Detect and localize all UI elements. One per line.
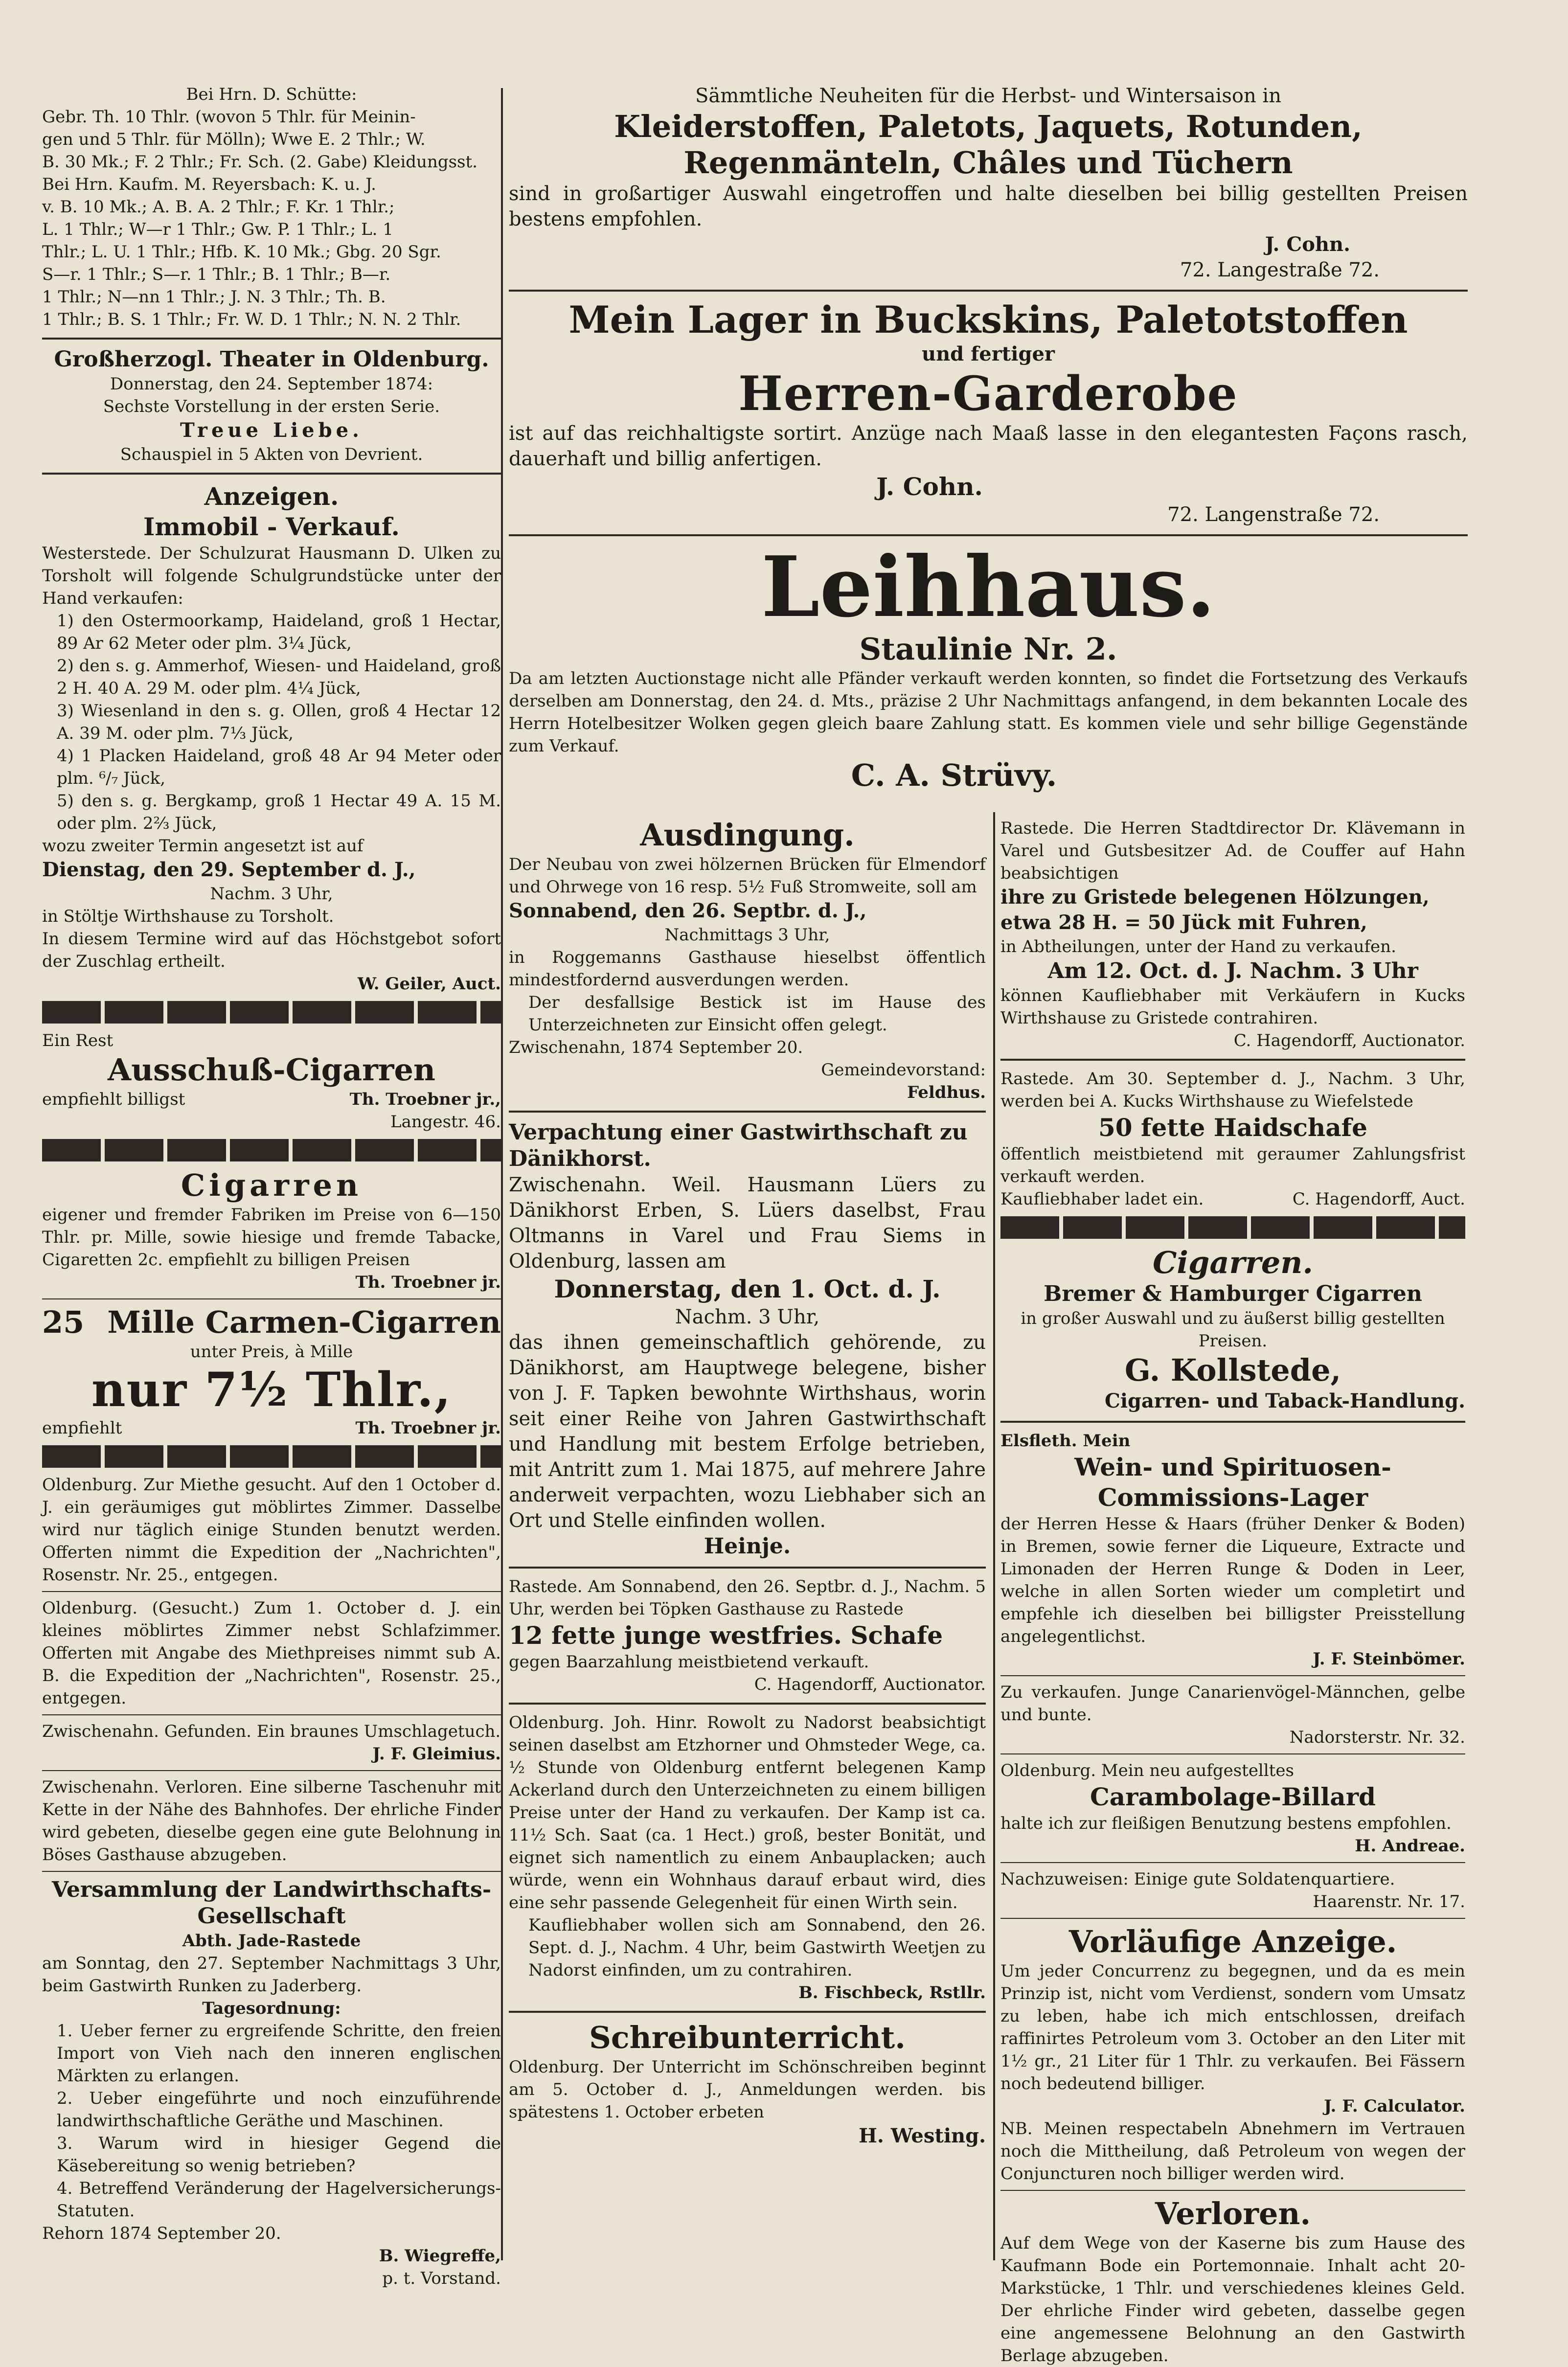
ad-title: Mein Lager in Buckskins, Paletotstoffen (568, 298, 1408, 341)
divider (42, 1770, 501, 1771)
ad-title: Wein- und Spirituosen-Commissions-Lager (1074, 1453, 1391, 1512)
divider (42, 1298, 501, 1299)
ad-address: Nadorsterstr. Nr. 32. (1289, 1728, 1465, 1747)
ad-date: Donnerstag, den 1. Oct. d. J. (554, 1275, 941, 1303)
ad-signature: J. Cohn. (1265, 233, 1350, 256)
ad-text: Kaufliebhaber ladet ein. (1000, 1189, 1204, 1209)
ad-text: in großer Auswahl und zu äußerst billig gestellten Preisen. (1021, 1309, 1445, 1351)
ad-title: Mille Carmen-Cigarren (107, 1304, 501, 1340)
ad-title: Cigarren (181, 1167, 363, 1203)
column-rule-right (993, 812, 995, 2260)
ad-address: 72. Langestraße 72. (1180, 259, 1380, 281)
versammlung-ad (42, 1877, 501, 2290)
theater-notice (42, 346, 501, 466)
ad-title: Ausschuß-Cigarren (107, 1052, 435, 1088)
ad-place: Zwischenahn, 1874 September 20. (509, 1038, 803, 1057)
ad-signature: J. Cohn. (876, 472, 983, 501)
list-item: 2) den s. g. Ammerhof, Wiesen- und Haideland, groß 2 H. 40 A. 29 M. oder plm. 4¼ Jück, (57, 656, 501, 698)
ad-date: Dienstag, den 29. September d. J., (42, 858, 416, 881)
donation-line: v. B. 10 Mk.; A. B. A. 2 Thlr.; F. Kr. 1 Thlr.; (42, 197, 395, 217)
ad-time: Nachm. 3 Uhr, (675, 1306, 820, 1328)
cigarren-ad (42, 1167, 501, 1294)
ad-text: Elsfleth. Mein (1000, 1431, 1131, 1451)
ad-title: Vorläufige Anzeige. (1068, 1924, 1397, 1959)
ad-text: Gemeindevorstand: (821, 1060, 986, 1080)
ad-signature: W. Geiler, Auct. (357, 974, 501, 994)
column-right (1000, 817, 1465, 2366)
top-wide-ads (509, 83, 1468, 794)
ad-text: halte ich zur fleißigen Benutzung bestens empfohlen. (1000, 1814, 1452, 1833)
ad-subtitle: Abth. Jade-Rastede (182, 1931, 361, 1951)
list-item: 4) 1 Placken Haideland, groß 48 Ar 94 Meter oder plm. ⁶/₇ Jück, (57, 746, 501, 788)
ad-title: Verloren. (1155, 2196, 1311, 2231)
ad-time: Nachm. 3 Uhr, (210, 884, 333, 904)
ad-address: 72. Langenstraße 72. (1167, 503, 1380, 526)
carmen-ad (42, 1304, 501, 1439)
ad-signature: J. F. Calculator. (1324, 2096, 1465, 2116)
list-item: 3) Wiesenland in den s. g. Ollen, groß 4 Hectar 12 A. 39 M. oder plm. 7⅓ Jück, (57, 701, 501, 743)
ad-date: Am 12. Oct. d. J. Nachm. 3 Uhr (1047, 958, 1418, 983)
ad-nachzuweisen: Nachzuweisen: Einige gute Soldatenquartiere. (1000, 1869, 1395, 1889)
ornament-bar (42, 1445, 501, 1468)
ad-signature: J. F. Steinbömer. (1313, 1649, 1465, 1669)
divider (509, 1111, 986, 1113)
wein-ad (1000, 1430, 1465, 1670)
ad-text: sind in großartiger Auswahl eingetroffen und halte dieselben bei billig gestellten Preisen bestens empfohlen. (509, 182, 1468, 230)
ad-signature: C. Hagendorff, Auctionator. (754, 1675, 986, 1694)
ad-canarien: Zu verkaufen. Junge Canarienvögel-Männchen, gelbe und bunte. (1000, 1683, 1465, 1725)
ad-text: Kaufliebhaber wollen sich am Sonnabend, den 26. Sept. d. J., Nachm. 4 Uhr, beim Gastwirth Weetjen zu Nadorst einfinden, um zu contrahiren. (528, 1915, 986, 1980)
ad-text: Rastede. Am Sonnabend, den 26. Septbr. d. J., Nachm. 5 Uhr, werden bei Töpken Gasthause zu Rastede (509, 1577, 986, 1619)
divider (42, 473, 501, 475)
ad-gefunden: Zwischenahn. Gefunden. Ein braunes Umschlagetuch. (42, 1722, 501, 1741)
ad-signature: G. Kollstede, (1124, 1352, 1341, 1388)
ad-text: Der desfallsige Bestick ist im Hause des Unterzeichneten zur Einsicht offen gelegt. (528, 993, 986, 1035)
ad-title: Versammlung der Landwirthschafts-Gesellschaft (51, 1877, 492, 1929)
ad-title: Kleiderstoffen, Paletots, Jaquets, Rotunden, Regenmänteln, Châles und Tüchern (614, 109, 1363, 181)
divider (1000, 1059, 1465, 1061)
ad-signature: H. Westing. (859, 2124, 986, 2147)
verloren-ad (1000, 2196, 1465, 2367)
donation-line: 1 Thlr.; B. S. 1 Thlr.; Fr. W. D. 1 Thlr.; N. N. 2 Thlr. (42, 310, 461, 329)
ad-gesucht: Oldenburg. (Gesucht.) Zum 1. October d. J. ein kleines möblirtes Zimmer nebst Schlafzimmer. Offerten mit Angabe des Miethpreises nimmt sub A. B. die Expedition der „Nachrichten", Rosenstr. 25., entgegen. (42, 1598, 501, 1708)
ad-title: Schreibunterricht. (589, 2020, 906, 2055)
ad-text: in Roggemanns Gasthause hieselbst öffentlich mindestfordernd ausverdungen werden. (509, 948, 986, 990)
ad-text: Cigarren- und Taback-Handlung. (1105, 1389, 1465, 1412)
column-rule-left (501, 88, 503, 2260)
ad-text: Da am letzten Auctionstage nicht alle Pfänder verkauft werden konnten, so findet die Fortsetzung des Verkaufs derselben am Donnerstag, den 24. d. Mts., präzise 2 Uhr Nachmittags anfangend, in dem bekannten Locale des Herrn Hotelbesitzer Wolken gegen gleich baare Zahlung statt. Es kommen viele und sehr billige Gegenstände zum Verkauf. (509, 669, 1468, 756)
ad-headline: 50 fette Haidschafe (1098, 1113, 1367, 1142)
divider (509, 290, 1468, 292)
donation-list (42, 83, 501, 331)
ad-text: empfiehlt (42, 1418, 122, 1438)
ornament-bar (42, 1139, 501, 1161)
theater-series: Sechste Vorstellung in der ersten Serie. (103, 397, 440, 416)
verpachtung-ad (509, 1119, 986, 1560)
ad-signature: p. t. Vorstand. (382, 2269, 501, 2288)
ad-title: Leihhaus. (761, 538, 1216, 636)
ad-text: Auf dem Wege von der Kaserne bis zum Hause des Kaufmann Bode ein Portemonnaie. Inhalt acht 20-Markstücke, 1 Thlr. und verschiedenes kleines Geld. Der ehrliche Finder wird gebeten, dasselbe gegen eine angemessene Belohnung an den Gastwirth Berlage abzugeben. (1000, 2233, 1465, 2366)
haidschafe-ad (1000, 1068, 1465, 1210)
ad-time: Nachmittags 3 Uhr, (664, 925, 830, 945)
ad-text: ist auf das reichhaltigste sortirt. Anzüge nach Maaß lasse in den elegantesten Façons rasch, dauerhaft und billig anfertigen. (509, 422, 1468, 470)
column-middle (509, 817, 986, 2256)
ad-signature: C. Hagendorff, Auctionator. (1233, 1031, 1465, 1050)
column-left (42, 83, 501, 2288)
ad-text: in Abtheilungen, unter der Hand zu verkaufen. (1000, 937, 1396, 956)
ad-text: öffentlich meistbietend mit geraumer Zahlungsfrist verkauft werden. (1000, 1144, 1465, 1186)
donation-line: Bei Hrn. D. Schütte: (186, 85, 357, 104)
ad-count: 25 (42, 1304, 85, 1340)
ad-title: Verpachtung einer Gastwirthschaft zu Dänikhorst. (509, 1120, 968, 1171)
billard-ad (1000, 1759, 1465, 1857)
immobil-ad (42, 512, 501, 995)
ad-price: nur 7½ Thlr., (91, 1362, 452, 1417)
ad-place: in Stöltje Wirthshause zu Torsholt. (42, 907, 334, 926)
list-item: 1) den Ostermoorkamp, Haideland, groß 1 Hectar, 89 Ar 62 Meter oder plm. 3¼ Jück, (57, 611, 501, 653)
ad-title: Immobil - Verkauf. (143, 512, 400, 541)
ad-headline: Herren-Garderobe (738, 366, 1238, 421)
ad-text: empfiehlt billigst (42, 1090, 185, 1109)
ad-address: Haarenstr. Nr. 17. (1313, 1892, 1465, 1912)
ad-signature: Feldhus. (907, 1083, 986, 1102)
divider (509, 534, 1468, 536)
ausdingung-ad (509, 817, 986, 1104)
divider (42, 1714, 501, 1715)
ad-text: NB. Meinen respectabeln Abnehmern im Vertrauen noch die Mittheilung, daß Petroleum von wegen der Conjuncturen noch billiger werden wird. (1000, 2119, 1465, 2184)
vorlaeufige-ad (1000, 1924, 1465, 2185)
ad-text: wozu zweiter Termin angesetzt ist auf (42, 836, 364, 856)
ad-text: am Sonntag, den 27. September Nachmittags 3 Uhr, beim Gastwirth Runken zu Jaderberg. (42, 1954, 501, 1996)
ad-title: Carambolage-Billard (1090, 1782, 1376, 1811)
ad-headline: 12 fette junge westfries. Schafe (509, 1621, 943, 1650)
ad-signature: B. Fischbeck, Rstllr. (798, 1983, 986, 2003)
ausschuss-ad (42, 1029, 501, 1133)
donation-line: S—r. 1 Thlr.; S—r. 1 Thlr.; B. 1 Thlr.; B—r. (42, 265, 391, 284)
divider (1000, 2190, 1465, 2191)
donation-line: B. 30 Mk.; F. 2 Thlr.; Fr. Sch. (2. Gabe) Kleidungsst. (42, 152, 477, 172)
list-item: 2. Ueber eingeführte und noch einzuführende landwirthschaftliche Geräthe und Maschinen. (57, 2089, 501, 2131)
ad-text: Westerstede. Der Schulzurat Hausmann D. Ulken zu Torsholt will folgende Schulgrundstücke unter der Hand verkaufen: (42, 544, 501, 608)
schreib-ad (509, 2020, 986, 2149)
ad-text: Rastede. Am 30. September d. J., Nachm. 3 Uhr, werden bei A. Kucks Wirthshause zu Wiefelstede (1000, 1069, 1465, 1111)
ad-text: Sämmtliche Neuheiten für die Herbst- und Wintersaison in (695, 85, 1281, 107)
ad-place: Rehorn 1874 September 20. (42, 2224, 281, 2243)
donation-line: 1 Thlr.; N—nn 1 Thlr.; J. N. 3 Thlr.; Th. B. (42, 287, 386, 307)
ad-subtitle: Staulinie Nr. 2. (859, 631, 1117, 667)
theater-play: Treue Liebe. (180, 419, 363, 442)
ad-headline: ihre zu Gristede belegenen Hölzungen, etwa 28 H. = 50 Jück mit Fuhren, (1000, 886, 1430, 934)
kamp-ad (509, 1711, 986, 2004)
donation-line: Gebr. Th. 10 Thlr. (wovon 5 Thlr. für Meinin- (42, 107, 416, 127)
ad-date: Sonnabend, den 26. Septbr. d. J., (509, 899, 867, 922)
ad-verloren: Zwischenahn. Verloren. Eine silberne Taschenuhr mit Kette in der Nähe des Bahnhofes. Der ehrliche Finder wird gebeten, dieselbe gegen eine gute Belohnung in Böses Gasthause abzugeben. (42, 1777, 501, 1865)
divider (1000, 1675, 1465, 1676)
cohn-lager-ad (509, 298, 1468, 527)
ad-text: Der Neubau von zwei hölzernen Brücken für Elmendorf und Ohrwege von 16 resp. 5½ Fuß Stromweite, soll am (509, 855, 986, 897)
list-item: 5) den s. g. Bergkamp, groß 1 Hectar 49 A. 15 M. oder plm. 2⅔ Jück, (57, 791, 501, 833)
ad-signature: C. Hagendorff, Auct. (1292, 1189, 1465, 1209)
ad-text: Ein Rest (42, 1031, 114, 1050)
ad-text: eigener und fremder Fabriken im Preise von 6—150 Thlr. pr. Mille, sowie hiesige und fremde Tabacke, Cigaretten 2c. empfiehlt zu billigen Preisen (42, 1205, 501, 1270)
theater-desc: Schauspiel in 5 Akten von Devrient. (120, 445, 423, 464)
ad-text: Um jeder Concurrenz zu begegnen, und da es mein Prinzip ist, nicht vom Verdienst, sondern vom Umsatz zu leben, habe ich mich entschlossen, dreifach raffinirtes Petroleum vom 3. October an den Liter mit 1½ gr., 21 Liter für 1 Thlr. zu verkaufen. Bei Fässern noch bedeutend billiger. (1000, 1961, 1465, 2094)
ad-signature: J. F. Gleimius. (372, 1744, 501, 1764)
ad-signature: Th. Troebner jr., (349, 1090, 501, 1109)
donation-line: gen und 5 Thlr. für Mölln); Wwe E. 2 Thlr.; W. (42, 130, 426, 149)
divider (1000, 1753, 1465, 1754)
ad-text: Oldenburg. Joh. Hinr. Rowolt zu Nadorst beabsichtigt seinen daselbst am Etzhorner und Ohmsteder Wege, ca. ½ Stunde von Oldenburg entfernt belegenen Kamp Ackerland durch den Unterzeichneten zu einem billigen Preise unter der Hand zu verkaufen. Der Kamp ist ca. 11½ Sch. Saat (ca. 1 Hect.) groß, bester Bonität, und eignet sich namentlich zu einem Anbauplacken; auch würde, wenn ein Wohnhaus darauf erbaut wird, dies eine sehr passende Gelegenheit für einen Wirth sein. (509, 1713, 986, 1912)
ad-text: Oldenburg. Mein neu aufgestelltes (1000, 1761, 1294, 1780)
donation-line: Thlr.; L. U. 1 Thlr.; Hfb. K. 10 Mk.; Gbg. 20 Sgr. (42, 242, 441, 262)
divider (509, 1567, 986, 1569)
ad-text: In diesem Termine wird auf das Höchstgebot sofort der Zuschlag ertheilt. (42, 929, 501, 971)
ad-text: unter Preis, à Mille (190, 1342, 353, 1362)
ornament-bar (42, 1001, 501, 1024)
divider (509, 2011, 986, 2013)
ad-text: können Kaufliebhaber mit Verkäufern in Kucks Wirthshause zu Gristede contrahiren. (1000, 986, 1465, 1028)
ornament-bar (1000, 1216, 1465, 1239)
ad-signature: Heinje. (704, 1534, 791, 1559)
ad-text: gegen Baarzahlung meistbietend verkauft. (509, 1652, 869, 1672)
hoelzung-ad (1000, 817, 1465, 1052)
theater-date: Donnerstag, den 24. September 1874: (110, 374, 433, 394)
ad-text: Rastede. Die Herren Stadtdirector Dr. Klävemann in Varel und Gutsbesitzer Ad. de Couffer auf Hahn beabsichtigen (1000, 819, 1465, 883)
list-item: 3. Warum wird in hiesiger Gegend die Käsebereitung so wenig betrieben? (57, 2134, 501, 2176)
leihhaus-ad (509, 538, 1468, 794)
list-item: 1. Ueber ferner zu ergreifende Schritte, den freien Import von Vieh nach den inneren englischen Märkten zu erlangen. (57, 2021, 501, 2086)
ad-title: Cigarren. (1153, 1245, 1313, 1280)
list-item: 4. Betreffend Veränderung der Hagelversicherungs-Statuten. (57, 2179, 501, 2221)
ad-signature: H. Andreae. (1355, 1836, 1465, 1856)
kollstede-ad (1000, 1245, 1465, 1414)
donation-line: L. 1 Thlr.; W—r 1 Thlr.; Gw. P. 1 Thlr.; L. 1 (42, 220, 393, 239)
ad-text: Oldenburg. Der Unterricht im Schönschreiben beginnt am 5. October d. J., Anmeldungen werden. bis spätestens 1. October erbeten (509, 2057, 986, 2122)
divider (1000, 1421, 1465, 1423)
ad-address: Langestr. 46. (390, 1112, 501, 1132)
ad-zimmer: Oldenburg. Zur Miethe gesucht. Auf den 1 October d. J. ein geräumiges gut möblirtes Zimmer. Dasselbe wird nur täglich einige Stunden benutzt werden. Offerten nimmt die Expedition der „Nachrichten", Rosenstr. Nr. 25., entgegen. (42, 1475, 501, 1585)
schafe-ad (509, 1575, 986, 1696)
divider (42, 338, 501, 340)
divider (42, 1591, 501, 1592)
theater-title: Großherzogl. Theater in Oldenburg. (54, 347, 489, 372)
ad-title: Ausdingung. (640, 817, 855, 853)
ad-signature: B. Wiegreffe, (379, 2246, 501, 2266)
ad-signature: C. A. Strüvy. (851, 757, 1057, 793)
divider (509, 1703, 986, 1705)
agenda-heading: Tagesordnung: (202, 1999, 341, 2018)
cohn-neuheiten-ad (509, 83, 1468, 283)
divider (42, 1871, 501, 1872)
ad-text: der Herren Hesse & Haars (früher Denker & Boden) in Bremen, sowie ferner die Liqueure, Extracte und Limonaden der Herren Runge & Doden in Leer, welche in allen Sorten wieder um completirt und empfehle ich dieselben bei billigster Preisstellung angelegentlichst. (1000, 1514, 1465, 1646)
divider (1000, 1862, 1465, 1863)
donation-line: Bei Hrn. Kaufm. M. Reyersbach: K. u. J. (42, 175, 376, 194)
ad-signature: Th. Troebner jr. (355, 1418, 501, 1438)
ad-subtitle: und fertiger (922, 342, 1055, 365)
ad-signature: Th. Troebner jr. (355, 1273, 501, 1292)
section-heading-anzeigen: Anzeigen. (204, 482, 339, 511)
ad-subtitle: Bremer & Hamburger Cigarren (1044, 1281, 1422, 1306)
ad-text: Zwischenahn. Weil. Hausmann Lüers zu Dänikhorst Erben, S. Lüers daselbst, Frau Oltmanns in Varel und Frau Siems in Oldenburg, lassen am (509, 1174, 986, 1273)
divider (1000, 1918, 1465, 1919)
ad-text: das ihnen gemeinschaftlich gehörende, zu Dänikhorst, am Hauptwege belegene, bisher von J. F. Tapken bewohnte Wirthshaus, worin seit einer Reihe von Jahren Gastwirthschaft und Handlung mit bestem Erfolge betrieben, mit Antritt zum 1. Mai 1875, auf mehrere Jahre anderweit verpachten, wozu Liebhaber sich an Ort und Stelle einfinden wollen. (509, 1331, 986, 1532)
